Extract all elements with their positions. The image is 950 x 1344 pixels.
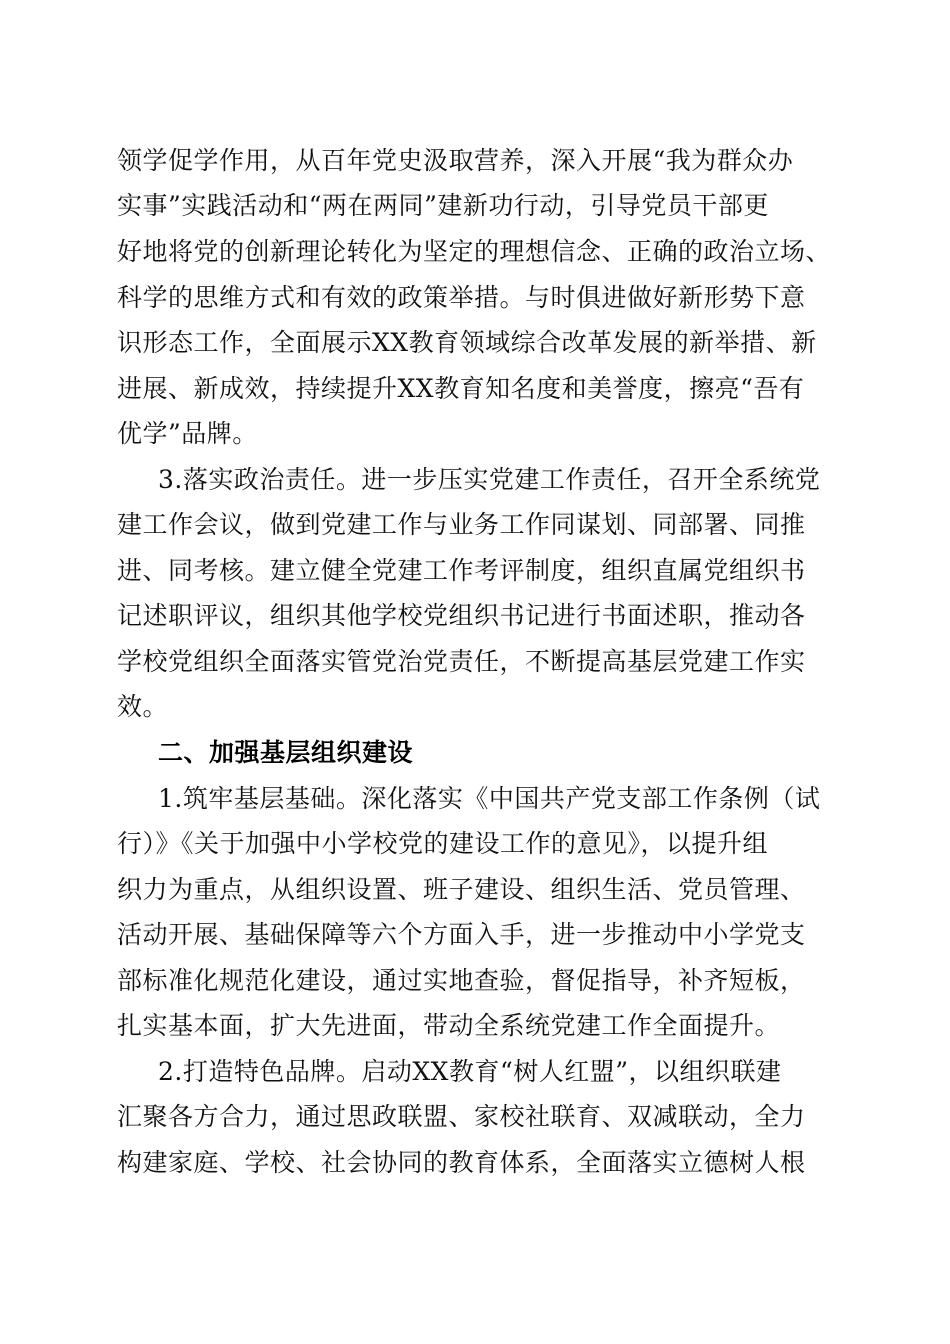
paragraph-3-line-4: 活动开展、基础保障等六个方面入手，进一步推动中小学党支	[117, 920, 806, 949]
paragraph-2-line-3: 进、同考核。建立健全党建工作考评制度，组织直属党组织书	[117, 556, 806, 585]
paragraph-3-line-2: 行）》《关于加强中小学校党的建设工作的意见》，以提升组	[117, 829, 769, 858]
paragraph-4-line-3: 构建家庭、学校、社会协同的教育体系，全面落实立德树人根	[117, 1148, 806, 1177]
paragraph-1-line-2: 实事”实践活动和“两在两同”建新功行动，引导党员干部更	[117, 191, 769, 220]
paragraph-1-line-4: 科学的思维方式和有效的政策举措。与时俱进做好新形势下意	[117, 283, 806, 312]
paragraph-1-line-6: 进展、新成效，持续提升XX教育知名度和美誉度，擦亮“吾有	[117, 374, 805, 403]
paragraph-2-line-5: 学校党组织全面落实管党治党责任，不断提高基层党建工作实	[117, 647, 806, 676]
paragraph-1-line-1: 领学促学作用，从百年党史汲取营养，深入开展“我为群众办	[117, 146, 794, 175]
paragraph-3-line-3: 织力为重点，从组织设置、班子建设、组织生活、党员管理、	[117, 875, 806, 904]
paragraph-4-line-1: 2.打造特色品牌。启动XX教育“树人红盟”，以组织联建	[158, 1057, 782, 1086]
paragraph-3-line-6: 扎实基本面，扩大先进面，带动全系统党建工作全面提升。	[117, 1011, 781, 1040]
paragraph-2-line-1: 3.落实政治责任。进一步压实党建工作责任，召开全系统党	[158, 465, 821, 494]
paragraph-3-line-1: 1.筑牢基层基础。深化落实《中国共产党支部工作条例（试	[158, 784, 821, 813]
section-heading: 二、加强基层组织建设	[158, 738, 414, 767]
paragraph-3-line-5: 部标准化规范化建设，通过实地查验，督促指导，补齐短板，	[117, 966, 806, 995]
paragraph-2-line-2: 建工作会议，做到党建工作与业务工作同谋划、同部署、同推	[117, 510, 806, 539]
paragraph-1-line-7: 优学”品牌。	[117, 419, 258, 448]
paragraph-2-line-4: 记述职评议，组织其他学校党组织书记进行书面述职，推动各	[117, 601, 806, 630]
paragraph-2-line-6: 效。	[117, 692, 169, 721]
paragraph-4-line-2: 汇聚各方合力，通过思政联盟、家校社联育、双减联动，全力	[117, 1102, 806, 1131]
paragraph-1-line-5: 识形态工作，全面展示XX教育领域综合改革发展的新举措、新	[117, 328, 817, 357]
paragraph-1-line-3: 好地将党的创新理论转化为坚定的理想信念、正确的政治立场、	[117, 237, 832, 266]
